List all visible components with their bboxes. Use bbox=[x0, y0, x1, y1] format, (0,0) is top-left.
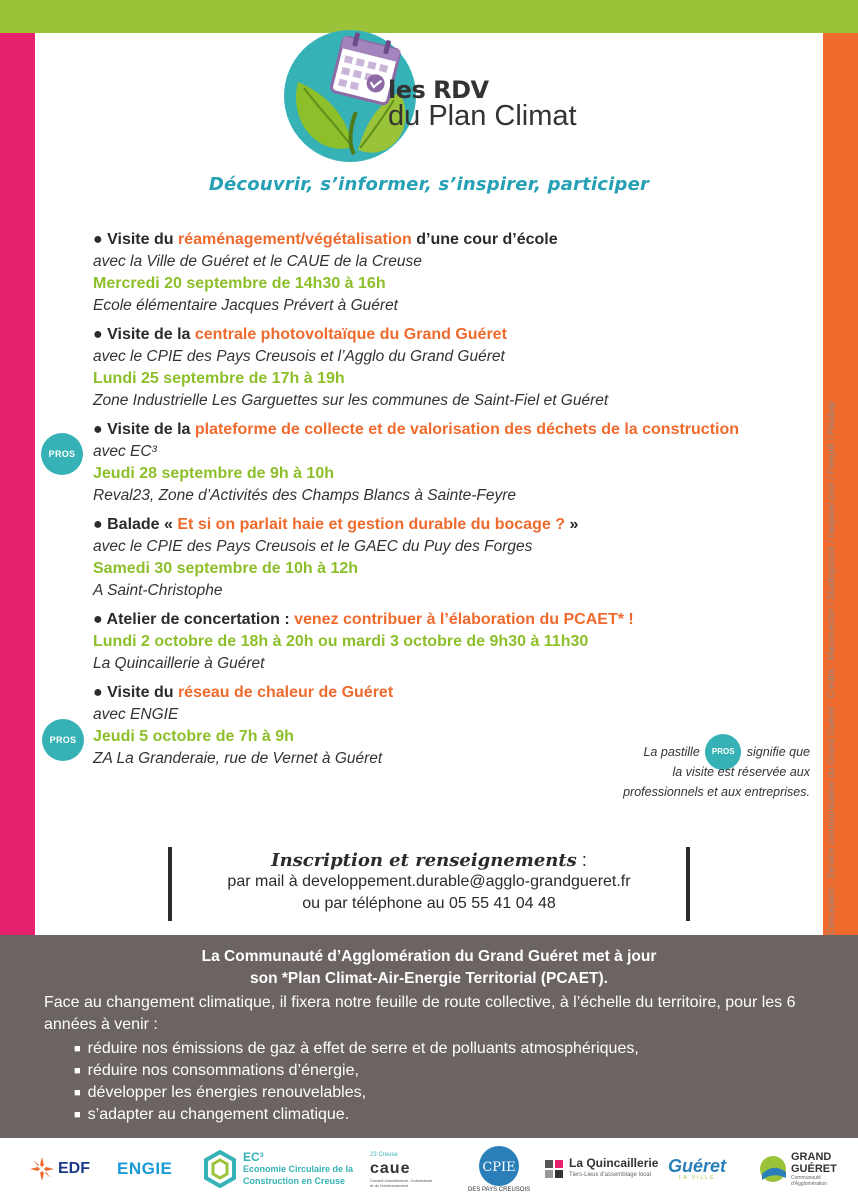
event-title: ● Visite du réseau de chaleur de Guéret bbox=[93, 684, 394, 701]
event-date: Jeudi 5 octobre de 7h à 9h bbox=[93, 728, 294, 745]
list-item: ■ développer les énergies renouvelables, bbox=[74, 1082, 639, 1104]
registration-block bbox=[172, 850, 686, 915]
edf-sun-icon bbox=[28, 1155, 56, 1183]
pcaet-intro: Face au changement climatique, il fixera notre feuille de route collective, à l’échelle du territoire, pour les 6 années à venir : bbox=[44, 994, 796, 1033]
tagline: Découvrir, s’informer, s’inspirer, participer bbox=[208, 174, 650, 195]
event-location: Zone Industrielle Les Garguettes sur les communes de Saint-Fiel et Guéret bbox=[93, 392, 609, 409]
ec3-logo: EC³ Economie Circulaire de la Construction en Creuse bbox=[203, 1138, 353, 1200]
registration-title: Inscription et renseignements : bbox=[271, 850, 587, 871]
registration-email: par mail à developpement.durable@agglo-grandgueret.fr bbox=[227, 873, 631, 890]
quincaillerie-logo: La Quincaillerie Tiers-Lieux d'assemblage local bbox=[543, 1138, 658, 1200]
events-list bbox=[93, 229, 783, 777]
list-item: ■ réduire nos émissions de gaz à effet de serre et de polluants atmosphériques, bbox=[74, 1038, 639, 1060]
partner-logos bbox=[0, 1138, 858, 1200]
event-partners: avec le CPIE des Pays Creusois et le GAEC du Puy des Forges bbox=[93, 538, 533, 555]
pros-badge: PROS bbox=[42, 719, 84, 761]
event-date: Mercredi 20 septembre de 14h30 à 16h bbox=[93, 275, 386, 292]
list-item: ■ s’adapter au changement climatique. bbox=[74, 1104, 639, 1126]
brand-line-2: du Plan Climat bbox=[388, 100, 577, 132]
pros-badge-mini: PROS bbox=[705, 734, 741, 770]
event-item bbox=[93, 514, 783, 602]
event-date: Lundi 2 octobre de 18h à 20h ou mardi 3 octobre de 9h30 à 11h30 bbox=[93, 633, 589, 650]
event-date: Jeudi 28 septembre de 9h à 10h bbox=[93, 465, 334, 482]
left-pink-band bbox=[0, 33, 35, 935]
event-location: Ecole élémentaire Jacques Prévert à Guéret bbox=[93, 297, 398, 314]
caue-logo: 23 Creuse caue Conseil d'architecture, d'urbanisme et de l'environnement bbox=[370, 1152, 433, 1188]
brand-line-1: les RDV bbox=[388, 76, 489, 104]
engie-logo: ENGIE bbox=[117, 1159, 173, 1178]
event-item bbox=[93, 229, 783, 317]
cpie-circle-icon bbox=[473, 1145, 525, 1191]
event-partners: avec EC³ bbox=[93, 443, 157, 460]
pcaet-goals-list bbox=[74, 1038, 639, 1126]
top-green-band bbox=[0, 0, 858, 33]
event-title: ● Visite de la centrale photovoltaïque du Grand Guéret bbox=[93, 326, 507, 343]
event-date: Lundi 25 septembre de 17h à 19h bbox=[93, 370, 345, 387]
cpie-logo: CPIE DES PAYS CREUSOIS bbox=[468, 1138, 530, 1200]
event-location: ZA La Granderaie, rue de Vernet à Guéret bbox=[93, 750, 383, 767]
pros-legend: La pastille PROS signifie que la visite est réservée aux professionnels et aux entreprises. bbox=[580, 742, 810, 802]
event-location: Reval23, Zone d’Activités des Champs Blancs à Sainte-Feyre bbox=[93, 487, 517, 504]
bracket-right bbox=[686, 847, 690, 921]
event-partners: avec ENGIE bbox=[93, 706, 179, 723]
event-item bbox=[93, 324, 783, 412]
event-item bbox=[93, 419, 783, 507]
brand-title bbox=[388, 76, 577, 133]
event-location: La Quincaillerie à Guéret bbox=[93, 655, 265, 672]
grand-gueret-logo: GRAND GUÉRET Communauté d'Agglomération bbox=[758, 1138, 837, 1200]
event-title: ● Balade « Et si on parlait haie et gestion durable du bocage ? » bbox=[93, 516, 579, 533]
event-title: ● Visite du réaménagement/végétalisation d’une cour d’école bbox=[93, 231, 558, 248]
list-item: ■ réduire nos consommations d’énergie, bbox=[74, 1060, 639, 1082]
event-partners: avec la Ville de Guéret et le CAUE de la Creuse bbox=[93, 253, 422, 270]
event-partners: avec le CPIE des Pays Creusois et l’Agglo du Grand Guéret bbox=[93, 348, 505, 365]
event-title: ● Visite de la plateforme de collecte et de valorisation des déchets de la construction bbox=[93, 421, 740, 438]
edf-logo: EDF bbox=[28, 1138, 90, 1200]
ec3-hexagon-icon bbox=[203, 1150, 237, 1188]
event-location: A Saint-Christophe bbox=[93, 582, 223, 599]
svg-text:CPIE: CPIE bbox=[482, 1160, 516, 1175]
event-title: ● Atelier de concertation : venez contribuer à l’élaboration du PCAET* ! bbox=[93, 611, 634, 628]
pcaet-info-panel bbox=[0, 935, 858, 1138]
pcaet-heading: La Communauté d’Agglomération du Grand Guéret met à jour son *Plan Climat-Air-Energie Territorial (PCAET). bbox=[201, 948, 657, 987]
grand-gueret-leaf-icon bbox=[758, 1154, 788, 1184]
gueret-ville-logo: Guéret LA VILLE bbox=[668, 1156, 727, 1181]
event-item bbox=[93, 609, 783, 675]
event-date: Samedi 30 septembre de 10h à 12h bbox=[93, 560, 359, 577]
registration-phone: ou par téléphone au 05 55 41 04 48 bbox=[302, 895, 556, 912]
pros-badge: PROS bbox=[41, 433, 83, 475]
quincaillerie-cube-icon bbox=[543, 1158, 565, 1180]
